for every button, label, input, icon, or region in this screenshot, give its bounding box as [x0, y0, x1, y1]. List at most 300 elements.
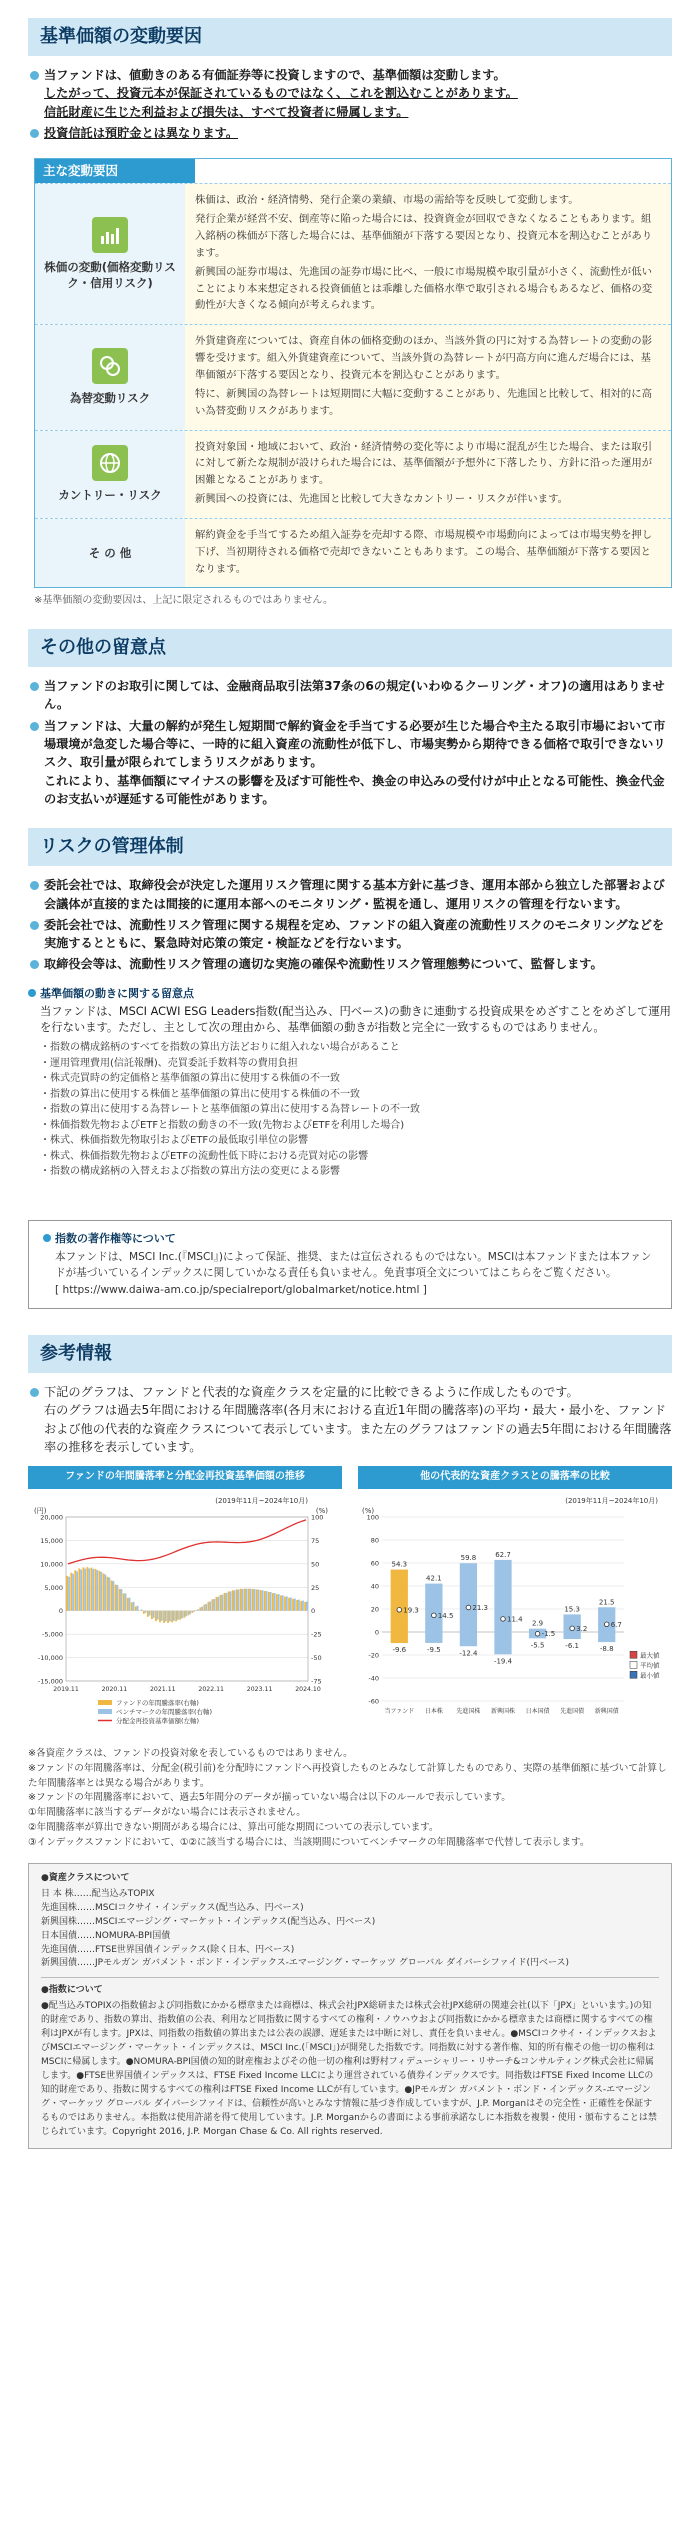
- bench-return-bar: [185, 1611, 187, 1617]
- fund-return-bar: [78, 1568, 80, 1610]
- bench-return-bar: [221, 1595, 223, 1611]
- range-bar: [494, 1560, 511, 1654]
- bullet-text-underline: したがって、投資元本が保証されているものではなく、これを割込むことがあります。: [44, 86, 518, 101]
- index-notes-paragraph: 当ファンドは、MSCI ACWI ESG Leaders指数(配当込み、円ベース)の動きに連動する投資成果をめざすことをめざして運用を行ないます。ただし、主として次の理由から、基準価額の動きが指数と完全に一致するものではありません。: [40, 1004, 671, 1034]
- bench-return-bar: [201, 1606, 203, 1610]
- bullet-not-deposit: [28, 124, 672, 142]
- footnote: ①年間騰落率に該当するデータがない場合には表示されません。: [28, 1807, 306, 1819]
- y-right-tick: -75: [311, 1677, 322, 1686]
- asset-class-row: 新興国株……MSCIエマージング・マーケット・インデックス(配当込み、円ベース): [41, 1916, 376, 1927]
- risk-label-cell: [35, 519, 185, 588]
- legend-label: 分配金再投資基準価額(左軸): [116, 1716, 200, 1725]
- min-label: -8.8: [599, 1644, 614, 1653]
- footnote: ※各資産クラスは、ファンドの投資対象を表しているものではありません。: [28, 1747, 353, 1759]
- other-notes-bullets: [28, 677, 672, 808]
- bench-return-bar: [193, 1611, 195, 1612]
- y-left-tick: 15,000: [40, 1536, 63, 1545]
- min-label: -6.1: [565, 1641, 579, 1650]
- fund-return-bar: [95, 1569, 97, 1611]
- bench-return-bar: [169, 1611, 171, 1622]
- bench-return-bar: [242, 1589, 244, 1611]
- bench-return-bar: [125, 1593, 127, 1610]
- fund-return-bar: [70, 1573, 72, 1611]
- y-tick: 100: [366, 1513, 379, 1522]
- risk-desc-p: 発行企業が経営不安、倒産等に陥った場合には、投資資金が回収できなくなることもあります。組入銘柄の株価が下落した場合には、基準価額が下落する要因となり、投資元本を割込むことがあります。: [195, 213, 653, 259]
- bench-return-bar: [189, 1611, 191, 1615]
- fund-return-bar: [99, 1571, 101, 1611]
- fund-return-bar: [82, 1567, 84, 1610]
- bench-return-bar: [149, 1611, 151, 1616]
- bullet-text: 当ファンドは、値動きのある有価証券等に投資しますので、基準価額は変動します。: [44, 68, 506, 83]
- bench-return-bar: [298, 1599, 300, 1610]
- y-tick: 60: [370, 1559, 379, 1568]
- max-label: 59.8: [460, 1554, 477, 1563]
- max-label: 54.3: [391, 1560, 408, 1569]
- bench-return-bar: [108, 1577, 110, 1610]
- bench-return-bar: [88, 1568, 90, 1610]
- section-title-nav-factors: 基準価額の変動要因: [28, 18, 672, 56]
- list-item: ・指数の算出に使用する為替レートと基準価額の算出に使用する為替レートの不一致: [40, 1104, 420, 1116]
- fund-return-bar: [191, 1611, 193, 1613]
- fund-return-bar: [236, 1589, 238, 1610]
- y-left-tick: 20,000: [40, 1513, 63, 1522]
- risk-desc-p: 投資対象国・地域において、政治・経済情勢の変化等により市場に混乱が生じた場合、または取引に対して新たな規制が設けられた場合には、基準価額が予想外に下落したり、方針に沿った運用が困難となることがあります。: [195, 440, 653, 487]
- legend-label: ベンチマークの年間騰落率(右軸): [116, 1707, 213, 1716]
- category-label: 先進国株: [456, 1707, 481, 1715]
- avg-point: [604, 1622, 609, 1627]
- bullet-text-cont: 右のグラフは過去5年間における年間騰落率(各月末における直近1年間の騰落率)の平均・最大・最小を、ファンドおよび他の代表的な資産クラスについて表示しています。また左のグラフはファンドの過去5年間における年間騰落率の推移を表示しています。: [44, 1403, 672, 1455]
- divider: [41, 1977, 659, 1978]
- fund-return-bar: [74, 1570, 76, 1610]
- fund-return-bar: [163, 1611, 165, 1623]
- fund-return-bar: [276, 1594, 278, 1610]
- bench-return-bar: [258, 1589, 260, 1610]
- y-right-unit: (%): [315, 1506, 328, 1515]
- bullet-text: 投資信託は預貯金とは異なります。: [44, 125, 239, 140]
- bench-return-bar: [246, 1589, 248, 1611]
- bench-return-bar: [76, 1571, 78, 1610]
- reference-box: [28, 1863, 672, 2149]
- y-right-tick: 100: [311, 1513, 324, 1522]
- avg-label: 14.5: [437, 1611, 454, 1620]
- asset-class-row: 先進国債……FTSE世界国債インデックス(除く日本、円ベース): [41, 1944, 295, 1955]
- fund-return-bar: [86, 1567, 88, 1611]
- bench-return-bar: [100, 1572, 102, 1611]
- bench-return-bar: [217, 1597, 219, 1611]
- fund-return-bar: [103, 1573, 105, 1610]
- avg-label: 6.7: [610, 1620, 622, 1629]
- y-left-tick: -5,000: [42, 1630, 63, 1639]
- bench-return-bar: [121, 1589, 123, 1611]
- risk-name: そ の 他: [88, 546, 132, 561]
- copyright-heading: 指数の著作権等について: [43, 1231, 657, 1247]
- bullet-text-cont2: [44, 103, 672, 121]
- fund-return-bar: [135, 1606, 137, 1610]
- footnote: ②年間騰落率が算出できない期間がある場合には、算出可能な期間についての表示しています。: [28, 1822, 439, 1834]
- bench-return-bar: [104, 1574, 106, 1610]
- y-left-tick: 5,000: [44, 1583, 63, 1592]
- stock-chart-icon: [92, 217, 128, 253]
- list-item: ・指数の構成銘柄の入替えおよび指数の算出方法の変更による影響: [40, 1166, 340, 1178]
- fund-return-bar: [107, 1577, 109, 1611]
- risk-desc-p: 新興国への投資には、先進国と比較して大きなカントリー・リスクが伴います。: [195, 493, 569, 506]
- bench-return-bar: [112, 1581, 114, 1611]
- bench-return-bar: [250, 1589, 252, 1611]
- fund-return-bar: [123, 1593, 125, 1610]
- bullet-text: 下記のグラフは、ファンドと代表的な資産クラスを定量的に比較できるように作成したものです。: [44, 1385, 579, 1400]
- bench-return-bar: [282, 1595, 284, 1610]
- x-tick: 2023.11: [246, 1685, 273, 1693]
- fund-return-bar: [199, 1607, 201, 1610]
- risk-label-cell: [35, 184, 185, 324]
- y-right-tick: 0: [311, 1607, 316, 1616]
- fund-return-bar: [171, 1611, 173, 1623]
- fund-return-bar: [131, 1602, 133, 1610]
- category-label: 当ファンド: [384, 1707, 415, 1715]
- fund-return-bar: [119, 1589, 121, 1611]
- bench-return-bar: [145, 1611, 147, 1613]
- bullet-text-cont: [44, 84, 672, 102]
- legend-swatch: [630, 1661, 637, 1668]
- bench-return-bar: [117, 1585, 119, 1611]
- bullet-text: 当ファンドは、大量の解約が発生し短期間で解約資金を手当てする必要が生じた場合や主たる取引市場において市場環境が急変した場合等に、一時的に組入資産の流動性が低下し、市場実勢から期待できる価格で取引できないリスク、取引量が限られてしまうリスクがあります。: [44, 718, 666, 770]
- max-label: 2.9: [532, 1619, 544, 1628]
- avg-label: 3.2: [576, 1624, 588, 1633]
- min-label: -9.5: [427, 1645, 441, 1654]
- y-right-tick: -25: [311, 1630, 322, 1639]
- bench-return-bar: [157, 1611, 159, 1620]
- fund-return-bar: [288, 1598, 290, 1611]
- risk-row-price: [35, 183, 671, 324]
- y-left-unit: (円): [34, 1506, 47, 1515]
- max-label: 15.3: [564, 1605, 580, 1614]
- y-tick: -20: [368, 1651, 379, 1660]
- avg-point: [501, 1616, 506, 1621]
- bench-return-bar: [161, 1611, 163, 1621]
- bench-return-bar: [229, 1591, 231, 1610]
- chart-right-svg: [358, 1489, 670, 1739]
- y-unit: (%): [362, 1506, 375, 1515]
- fund-return-bar: [151, 1611, 153, 1619]
- bench-return-bar: [233, 1590, 235, 1610]
- chart-left-title: ファンドの年間騰落率と分配金再投資基準価額の推移: [28, 1466, 342, 1489]
- fund-return-bar: [187, 1611, 189, 1616]
- nav-line: [68, 1520, 306, 1564]
- bench-return-bar: [197, 1609, 199, 1610]
- category-label: 新興国株: [490, 1707, 516, 1715]
- bench-return-bar: [254, 1589, 256, 1611]
- bench-return-bar: [238, 1589, 240, 1610]
- bullet-cooling-off: [28, 677, 672, 714]
- risk-row-fx: [35, 324, 671, 429]
- bench-return-bar: [92, 1569, 94, 1611]
- fund-return-bar: [179, 1611, 181, 1620]
- max-label: 42.1: [426, 1574, 442, 1583]
- risk-name: 株価の変動(価格変動リスク・信用リスク): [44, 260, 176, 291]
- asset-class-row: 新興国債……JPモルガン ガバメント・ボンド・インデックス-エマージング・マーケッツ グローバル ダイバーシファイド(円ベース): [41, 1958, 570, 1969]
- min-label: -5.5: [530, 1641, 545, 1650]
- asset-class-row: 日 本 株……配当込みTOPIX: [41, 1888, 155, 1899]
- list-item: ・株式売買時の約定価格と基準価額の算出に使用する株価の不一致: [40, 1073, 340, 1085]
- chart-right: [358, 1466, 672, 1739]
- fund-return-bar: [256, 1589, 258, 1610]
- fund-return-bar: [220, 1595, 222, 1611]
- min-label: -19.4: [493, 1657, 513, 1666]
- list-item: ・株式、株価指数先物およびETFの流動性低下時における売買対応の影響: [40, 1150, 369, 1162]
- currency-icon: [92, 348, 128, 384]
- y-left-tick: -15,000: [37, 1677, 63, 1686]
- section-title-reference: 参考情報: [28, 1335, 672, 1373]
- bullet-rm-1: [28, 876, 672, 913]
- bench-return-bar: [209, 1601, 211, 1610]
- list-item: ・株価指数先物およびETFと指数の動きの不一致(先物およびETFを利用した場合): [40, 1119, 405, 1131]
- bullet-reference: [28, 1383, 672, 1456]
- bench-return-bar: [173, 1611, 175, 1621]
- bullet-rm-2: [28, 916, 672, 953]
- risk-desc-p: 新興国の証券市場は、先進国の証券市場に比べ、一般に市場規模や取引量が小さく、流動性が低いことにより本来想定される投資価値とは乖離した価格水準で取引される場合もあるなど、価格の変動性が大きくなる傾向が考えられます。: [195, 265, 653, 312]
- bullet-text: 当ファンドのお取引に関しては、金融商品取引法第37条の6の規定(いわゆるクーリング・オフ)の適用はありません。: [44, 679, 665, 712]
- x-tick: 2020.11: [101, 1685, 128, 1693]
- category-label: 日本国債: [525, 1707, 550, 1715]
- y-left-tick: -10,000: [37, 1653, 63, 1662]
- bullet-text-cont: これにより、基準価額にマイナスの影響を及ぼす可能性や、換金の申込みの受付けが中止となる可能性、換金代金のお支払いが遅延する可能性があります。: [44, 773, 665, 806]
- risk-desc: [185, 325, 671, 429]
- index-heading: ●指数について: [41, 1985, 103, 1996]
- chart-period: (2019年11月~2024年10月): [565, 1496, 658, 1505]
- bench-return-bar: [181, 1611, 183, 1619]
- fund-return-bar: [296, 1600, 298, 1611]
- y-right-tick: 75: [311, 1536, 320, 1545]
- bench-return-bar: [165, 1611, 167, 1622]
- section-title-other-notes: その他の留意点: [28, 629, 672, 667]
- fund-return-bar: [66, 1576, 68, 1611]
- bench-return-bar: [266, 1591, 268, 1611]
- bullet-text: 取締役会等は、流動性リスク管理の適切な実施の確保や流動性リスク管理態勢について、監督します。: [44, 957, 603, 972]
- risk-desc: [185, 431, 671, 518]
- list-item: ・運用管理費用(信託報酬)、売買委託手数料等の費用負担: [40, 1057, 298, 1069]
- bench-return-bar: [137, 1606, 139, 1611]
- max-label: 62.7: [495, 1550, 511, 1559]
- bench-return-bar: [213, 1599, 215, 1611]
- fund-return-bar: [216, 1597, 218, 1611]
- min-label: -9.6: [392, 1645, 407, 1654]
- list-item: ・株式、株価指数先物取引およびETFの最低取引単位の影響: [40, 1135, 309, 1147]
- bullet-text: 委託会社では、取締役会が決定した運用リスク管理に関する基本方針に基づき、運用本部から独立した部署および会議体が直接的または間接的に運用本部へのモニタリング・監視を通し、運用リスクの管理を行ないます。: [44, 878, 665, 911]
- list-item: ・指数の構成銘柄のすべてを指数の算出方法どおりに組入れない場合があること: [40, 1042, 400, 1054]
- bench-return-bar: [306, 1601, 308, 1610]
- risk-note: ※基準価額の変動要因は、上記に限定されるものではありません。: [34, 595, 333, 607]
- fund-return-bar: [272, 1593, 274, 1611]
- plot-frame: [66, 1517, 308, 1681]
- bench-return-bar: [133, 1602, 135, 1611]
- x-tick: 2021.11: [150, 1685, 176, 1693]
- bench-return-bar: [302, 1600, 304, 1610]
- y-right-tick: 25: [311, 1583, 320, 1592]
- reference-bullets: [28, 1383, 672, 1456]
- y-left-tick: 0: [58, 1607, 63, 1616]
- copyright-box: [28, 1220, 672, 1309]
- avg-point: [397, 1607, 402, 1612]
- fund-return-bar: [115, 1584, 117, 1610]
- chart-left-svg: [28, 1489, 340, 1739]
- y-right-tick: -50: [311, 1653, 322, 1662]
- chart-right-title: 他の代表的な資産クラスとの騰落率の比較: [358, 1466, 672, 1489]
- legend-label: 最大値: [640, 1651, 660, 1660]
- risk-label-cell: [35, 325, 185, 429]
- bench-return-bar: [68, 1577, 70, 1611]
- copyright-link[interactable]: [ https://www.daiwa-am.co.jp/specialreport/globalmarket/notice.html ]: [55, 1283, 427, 1296]
- fund-return-bar: [195, 1610, 197, 1611]
- footnote: ③インデックスファンドにおいて、①②に該当する場合には、当該期間についてベンチマークの年間騰落率で代替して表示します。: [28, 1836, 590, 1848]
- avg-point: [432, 1613, 437, 1618]
- y-tick: 0: [374, 1628, 379, 1637]
- charts-row: [28, 1466, 672, 1739]
- avg-point: [570, 1626, 575, 1631]
- fund-return-bar: [284, 1596, 286, 1610]
- index-disclaimer: ●配当込みTOPIXの指数値および同指数にかかる標章または商標は、株式会社JPX総研または株式会社JPX総研の関連会社(以下「JPX」といいます。)の知的財産であり、指数の算出、指数値の公表、利用など同指数に関するすべての権利・ノウハウおよび同指数にかかる標章または商標に関するすべての権利はJPXが有します。JPXは、同指数の指数値の算出または公表の誤謬、遅延または中断に対し、責任を負いません。●MSCIコクサイ・インデックスおよびMSCIエマージング・マーケット・インデックスは、MSCI Inc.(「MSCI」)が開発した指数です。同指数に対する著作権、知的所有権その他一切の権利はMSCIに帰属します。●NOMURA-BPI国債の知的財産権およびその他一切の権利は野村フィデューシャリー・リサーチ&コンサルティング株式会社に帰属します。●FTSE世界国債インデックスは、FTSE Fixed Income LLCにより運営されている債券インデックスです。同指数はFTSE Fixed Income LLCの知的財産であり、指数に関するすべての権利はFTSE Fixed Income LLCが有しています。●JPモルガン ガバメント・ボンド・インデックス-エマージング・マーケッツ グローバル ダイバーシファイドは、信頼性が高いとみなす情報に基づき作成していますが、J.P. Morganはその完全性・正確性を保証するものではありません。本指数は使用許諾を得て使用しています。J.P. Morganからの書面による事前承諾なしに本指数を複製・使用・頒布することは禁じられています。Copyright 2016, J.P. Morgan Chase & Co. All rights reserved.: [41, 2001, 657, 2137]
- bench-return-bar: [153, 1611, 155, 1618]
- bullet-rm-3: [28, 955, 672, 973]
- bullet-text-underline2: 信託財産に生じた利益および損失は、すべて投資者に帰属します。: [44, 104, 409, 119]
- bullet-nav-change: [28, 66, 672, 121]
- risk-desc-p: 外貨建資産については、資産自体の価格変動のほか、当該外貨の円に対する為替レートの変動の影響を受けます。組入外貨建資産について、当該外貨の為替レートが円高方向に進んだ場合には、基準価額が下落する要因となり、投資元本を割込むことがあります。: [195, 335, 652, 381]
- avg-label: 19.3: [403, 1606, 419, 1615]
- footnote: ※ファンドの年間騰落率において、過去5年間分のデータが揃っていない場合は以下のルールで表示しています。: [28, 1792, 511, 1804]
- footnotes: [28, 1747, 672, 1851]
- risk-management-bullets: [28, 876, 672, 973]
- avg-point: [535, 1631, 540, 1636]
- bench-return-bar: [129, 1597, 131, 1610]
- bench-return-bar: [177, 1611, 179, 1620]
- legend-label: 最小値: [640, 1671, 660, 1680]
- chart-period: (2019年11月~2024年10月): [215, 1496, 308, 1505]
- category-label: 先進国債: [560, 1707, 585, 1715]
- index-notes-heading: 基準価額の動きに関する留意点: [28, 986, 672, 1002]
- fund-return-bar: [183, 1611, 185, 1618]
- list-item: ・指数の算出に使用する株価と基準価額の算出に使用する株価の不一致: [40, 1088, 360, 1100]
- section-title-risk-management: リスクの管理体制: [28, 828, 672, 866]
- legend-swatch: [98, 1709, 112, 1714]
- bench-return-bar: [141, 1609, 143, 1610]
- bench-return-bar: [274, 1593, 276, 1611]
- fund-return-bar: [300, 1601, 302, 1611]
- fund-return-bar: [228, 1591, 230, 1610]
- fund-return-bar: [244, 1588, 246, 1610]
- bench-return-bar: [72, 1574, 74, 1611]
- risk-row-other: [35, 518, 671, 588]
- copyright-text: 本ファンドは、MSCI Inc.(『MSCI』)によって保証、推奨、または宣伝されるものではない。MSCIは本ファンドまたは本ファンドが基づいているインデックスに関していかなる責任も負いません。免責事項全文についてはこちらをご覧ください。: [55, 1250, 652, 1280]
- fund-return-bar: [167, 1611, 169, 1623]
- risk-name: 為替変動リスク: [69, 391, 151, 406]
- fund-return-bar: [304, 1602, 306, 1611]
- fund-return-bar: [127, 1598, 129, 1611]
- legend-label: ファンドの年間騰落率(右軸): [116, 1698, 199, 1707]
- risk-desc: [185, 519, 671, 588]
- y-left-tick: 10,000: [40, 1560, 63, 1569]
- max-label: 21.5: [598, 1598, 615, 1607]
- fund-return-bar: [248, 1588, 250, 1610]
- fund-return-bar: [175, 1611, 177, 1622]
- bench-return-bar: [84, 1568, 86, 1610]
- bench-return-bar: [286, 1596, 288, 1610]
- globe-icon: [92, 445, 128, 481]
- bullet-liquidity: [28, 717, 672, 808]
- legend-swatch: [630, 1651, 637, 1658]
- fund-return-bar: [260, 1590, 262, 1611]
- asset-class-row: 日本国債……NOMURA-BPI国債: [41, 1930, 171, 1941]
- bullet-text: 委託会社では、流動性リスク管理に関する規程を定め、ファンドの組入資産の流動性リスクのモニタリングなどを実施するとともに、緊急時対応策の策定・検証などを行ないます。: [44, 917, 665, 951]
- risk-desc-p: 株価は、政治・経済情勢、発行企業の業績、市場の需給等を反映して変動します。: [195, 194, 579, 207]
- fund-return-bar: [240, 1589, 242, 1611]
- y-tick: -40: [368, 1674, 379, 1683]
- bench-return-bar: [80, 1569, 82, 1610]
- footnote: ※ファンドの年間騰落率は、分配金(税引前)を分配時にファンドへ再投資したものとみなして計算したものであり、実際の基準価額に基づいて計算した年間騰落率とは異なる場合があります。: [28, 1762, 667, 1789]
- bench-return-bar: [270, 1592, 272, 1611]
- asset-class-heading: ●資産クラスについて: [41, 1872, 130, 1883]
- legend-swatch: [98, 1700, 112, 1705]
- index-notes-list: [28, 1040, 672, 1180]
- fund-return-bar: [232, 1590, 234, 1610]
- risk-row-country: [35, 430, 671, 518]
- fund-return-bar: [159, 1611, 161, 1623]
- category-label: 新興国債: [594, 1707, 619, 1715]
- bench-return-bar: [278, 1594, 280, 1611]
- x-tick: 2022.11: [198, 1685, 224, 1693]
- x-tick: 2019.11: [53, 1685, 79, 1693]
- min-label: -12.4: [459, 1649, 478, 1658]
- fund-return-bar: [212, 1599, 214, 1610]
- avg-label: -1.5: [541, 1630, 556, 1639]
- fund-return-bar: [203, 1604, 205, 1610]
- asset-class-row: 先進国株……MSCIコクサイ・インデックス(配当込み、円ベース): [41, 1902, 304, 1913]
- fund-return-bar: [292, 1599, 294, 1611]
- y-tick: 80: [370, 1536, 379, 1545]
- fund-return-bar: [147, 1611, 149, 1617]
- y-tick: 20: [370, 1605, 379, 1614]
- fund-return-bar: [91, 1567, 93, 1610]
- avg-label: 21.3: [472, 1603, 489, 1612]
- fund-return-bar: [111, 1580, 113, 1610]
- fund-return-bar: [224, 1593, 226, 1611]
- risk-desc: [185, 184, 671, 324]
- chart-left: [28, 1466, 342, 1739]
- fund-return-bar: [207, 1602, 209, 1611]
- risk-desc-p: 特に、新興国の為替レートは短期間に大幅に変動することがあり、先進国と比較して、相対的に高い為替変動リスクがあります。: [195, 387, 652, 417]
- legend-label: 平均値: [640, 1661, 660, 1670]
- fund-return-bar: [143, 1611, 145, 1614]
- legend-swatch: [630, 1671, 637, 1678]
- risk-label-cell: [35, 431, 185, 518]
- bench-return-bar: [225, 1593, 227, 1611]
- x-tick: 2024.10: [295, 1685, 321, 1693]
- risk-desc-p: 解約資金を手当てするため組入証券を売却する際、市場規模や市場動向によっては市場実勢を押し下げ、当初期待される価格で売却できないこともあります。この場合、基準価額が下落する要因となります。: [195, 528, 653, 575]
- risk-table-title: 主な変動要因: [35, 159, 195, 183]
- bench-return-bar: [205, 1604, 207, 1611]
- y-right-tick: 50: [311, 1560, 320, 1569]
- bench-return-bar: [262, 1590, 264, 1610]
- category-label: 日本株: [424, 1707, 443, 1715]
- bench-return-bar: [96, 1570, 98, 1611]
- risk-table: [34, 158, 672, 588]
- fund-return-bar: [155, 1611, 157, 1621]
- bench-return-bar: [290, 1597, 292, 1610]
- risk-name: カントリー・リスク: [58, 488, 162, 503]
- fund-return-bar: [252, 1589, 254, 1611]
- bench-return-bar: [294, 1598, 296, 1610]
- fund-return-bar: [268, 1592, 270, 1611]
- nav-factors-bullets: [28, 66, 672, 142]
- fund-return-bar: [264, 1591, 266, 1611]
